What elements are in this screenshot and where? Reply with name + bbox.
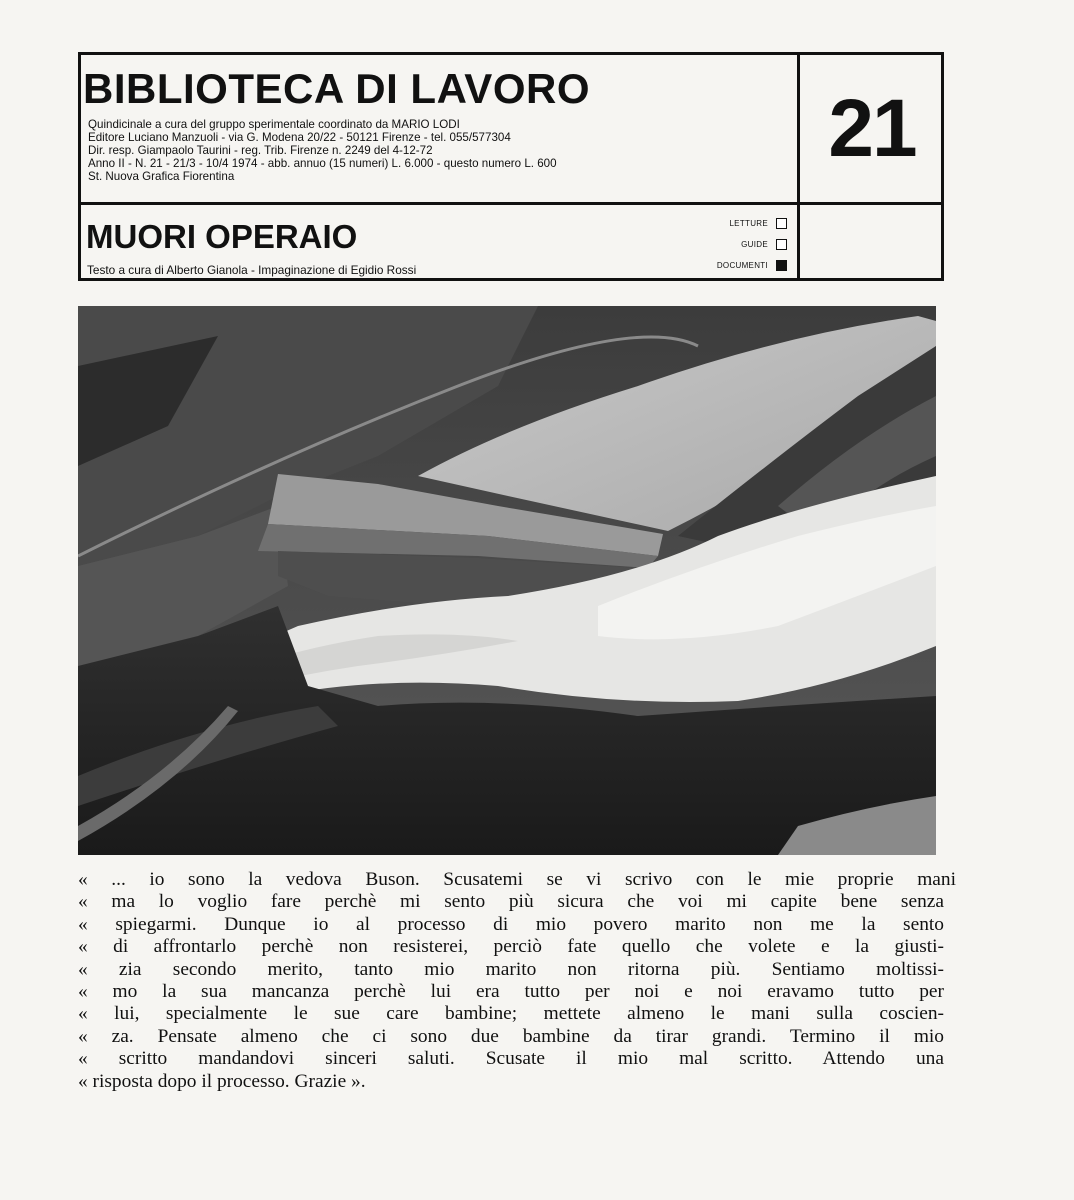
category-label: LETTURE (729, 219, 768, 228)
issue-title: MUORI OPERAIO (86, 218, 358, 255)
info-line: St. Nuova Grafica Fiorentina (88, 170, 235, 183)
text-line: « mo la sua mancanza perchè lui era tutto per noi e noi eravamo tutto per (78, 981, 944, 1003)
publication-info (88, 118, 557, 183)
category-documenti (661, 255, 787, 276)
text-line: « lui, specialmente le sue care bambine; mettete almeno le mani sulla coscien- (78, 1003, 944, 1025)
category-guide (661, 234, 787, 255)
category-label: GUIDE (741, 240, 768, 249)
category-label: DOCUMENTI (716, 261, 768, 270)
masthead-divider-horizontal (81, 202, 941, 205)
letter-text (78, 869, 956, 1093)
series-title: BIBLIOTECA DI LAVORO (83, 65, 590, 112)
info-line: Quindicinale a cura del gruppo sperimentale coordinato da MARIO LODI (88, 118, 460, 131)
text-line: « zia secondo merito, tanto mio marito non ritorna più. Sentiamo moltissi- (78, 958, 944, 980)
issue-number: 21 (828, 82, 916, 174)
category-checklist (661, 213, 787, 276)
text-line: « ma lo voglio fare perchè mi sento più sicura che voi mi capite bene senza (78, 891, 944, 913)
text-line: « za. Pensate almeno che ci sono due bambine da tirar grandi. Termino il mio (78, 1025, 944, 1047)
text-line: « ... io sono la vedova Buson. Scusatemi se vi scrivo con le mie proprie mani (78, 869, 956, 890)
text-line: « spiegarmi. Dunque io al processo di mio povero marito non me la sento (78, 913, 944, 935)
text-line: « di affrontarlo perchè non resisterei, perciò fate quello che volete e la giusti- (78, 936, 944, 958)
credits-line: Testo a cura di Alberto Gianola - Impaginazione di Egidio Rossi (87, 263, 417, 277)
dam-landslide-photo (78, 306, 936, 855)
checkbox-empty-icon (776, 239, 787, 250)
info-line: Anno II - N. 21 - 21/3 - 10/4 1974 - abb. annuo (15 numeri) L. 6.000 - questo numero L. 600 (88, 157, 557, 170)
checkbox-filled-icon (776, 260, 787, 271)
info-line: Dir. resp. Giampaolo Taurini - reg. Trib. Firenze n. 2249 del 4-12-72 (88, 144, 433, 157)
text-line: « risposta dopo il processo. Grazie ». (78, 1070, 366, 1092)
masthead (78, 52, 944, 281)
category-letture (661, 213, 787, 234)
checkbox-empty-icon (776, 218, 787, 229)
info-line: Editore Luciano Manzuoli - via G. Modena 20/22 - 50121 Firenze - tel. 055/577304 (88, 131, 511, 144)
text-line: « scritto mandandovi sinceri saluti. Scusate il mio mal scritto. Attendo una (78, 1048, 944, 1070)
